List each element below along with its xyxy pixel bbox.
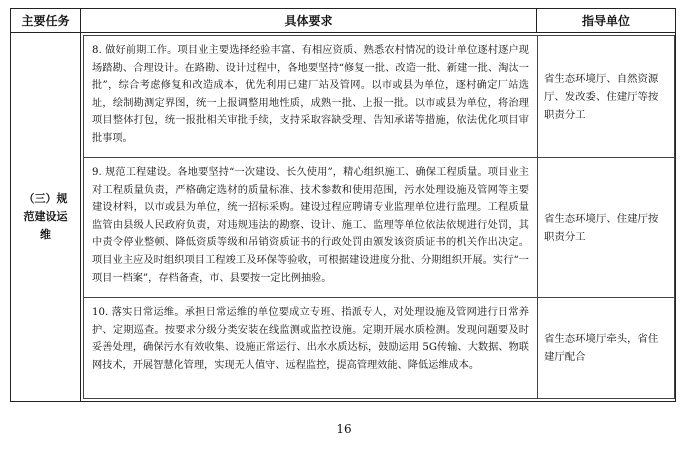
requirements-table <box>10 8 676 402</box>
task-label: （三）规范建设运维 <box>23 192 68 241</box>
table-row <box>84 157 674 297</box>
page-number: 16 <box>336 422 352 436</box>
requirement-cell: 9. 规范工程建设。各地要坚持“一次建设、长久使用”，精心组织施工、确保工程质量。项目业主对工程质量负责，严格确定选材的质量标准、技术参数和使用范围，污水处理设施及管网等主要建设材料，以市或县为单位，统一招标采购。建设过程应聘请专业监理单位进行监理。工程质量监管由县级人民政府负责，对违规违法的勘察、设计、施工、监理等单位依法依规进行处罚，其中责令停业整顿、降低资质等级和吊销资质证书的行政处罚由颁发该资质证书的机关作出决定。项目业主应及时组织项目工程竣工及环保等验收，可根据建设进度分批、分期组织开展。实行“一项目一档案”，存档备查，市、县要按一定比例抽验。 <box>84 158 538 297</box>
table-row <box>84 36 674 157</box>
requirement-cell: 8. 做好前期工作。项目业主要选择经验丰富、有相应资质、熟悉农村情况的设计单位逐村逐户现场踏勘、合理设计。在路勘、设计过程中，各地要坚持“修复一批、改造一批、新建一批、淘汰一批”，综合考虑修复和改造成本，优先利用已建厂站及管网。以市或县为单位，逐村确定厂站选址，绘制勘测定界图，统一上报调整用地性质，成熟一批、上报一批。以市或县为单位，将治理项目整体打包，统一报批相关审批手续，支持采取容缺受理、告知承诺等措施，依法优化项目审批事项。 <box>84 36 538 157</box>
header-task: 主要任务 <box>11 9 81 32</box>
unit-cell: 省生态环境厅牵头，省住建厅配合 <box>544 333 659 363</box>
table-body <box>83 35 675 399</box>
table-header-row <box>11 9 675 33</box>
unit-cell: 省生态环境厅、自然资源厅、发改委、住建厅等按职责分工 <box>544 72 659 121</box>
header-unit: 指导单位 <box>581 14 630 28</box>
unit-cell: 省生态环境厅、住建厅按职责分工 <box>544 212 659 243</box>
requirement-cell: 10. 落实日常运维。承担日常运维的单位要成立专班、指派专人，对处理设施及管网进行日常养护、定期巡查。按要求分级分类安装在线监测或监控设施。定期开展水质检测。发现问题要及时妥善处理，确保污水有效收集、设施正常运行、出水水质达标，鼓励运用 5G传输、大数据、物联网技术，开展智慧化管理，实现无人值守、远程监控，提高管理效能、降低运维成本。 <box>84 298 538 398</box>
header-requirement: 具体要求 <box>81 9 537 32</box>
task-cell <box>11 33 81 401</box>
table-row <box>84 297 674 398</box>
